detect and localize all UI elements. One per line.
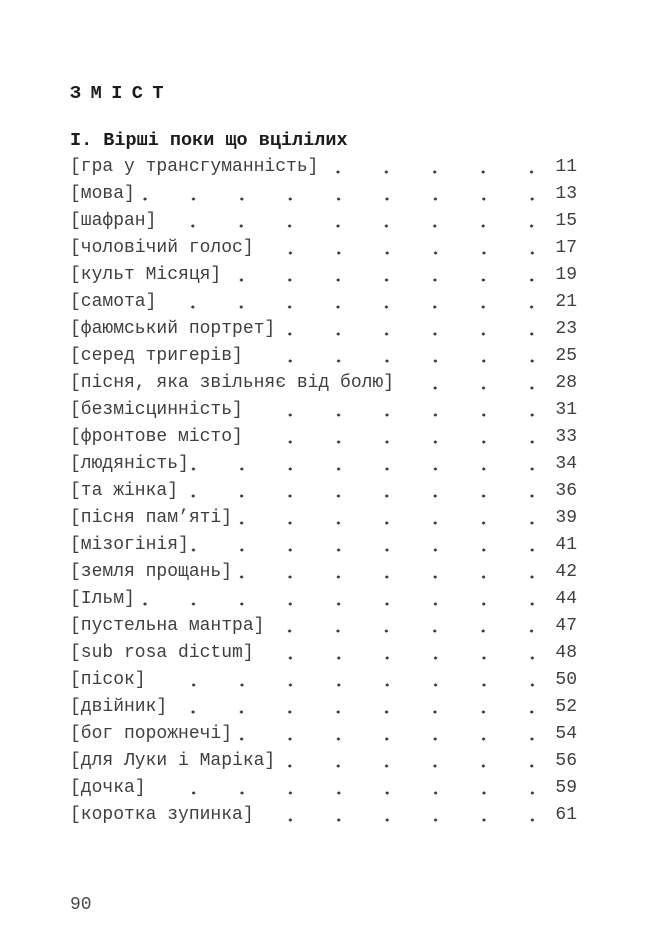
dot-leader [256,802,551,829]
toc-entry [70,343,577,370]
dot-leader [256,235,551,262]
toc-entry [70,505,577,532]
toc-entry [70,235,577,262]
dot-leader [245,424,551,451]
toc-entry-page: 39 [555,508,577,528]
toc-entry-page: 42 [555,562,577,582]
toc-entry-page: 19 [555,265,577,285]
toc-entry-title: [самота] [70,292,157,312]
toc-entry-page: 54 [555,724,577,744]
toc-entry-page: 34 [555,454,577,474]
toc-entry-title: [земля прощань] [70,562,233,582]
toc-entry-page: 61 [555,805,577,825]
page-title: ЗМІСТ [70,83,174,104]
toc-entry [70,613,577,640]
toc-entry [70,262,577,289]
dot-leader [180,478,551,505]
toc-entry-page: 33 [555,427,577,447]
toc-entry [70,802,577,829]
toc-entry-page: 48 [555,643,577,663]
toc-entry-page: 41 [555,535,577,555]
toc-entry-page: 56 [555,751,577,771]
toc-entry-title: [культ Місяця] [70,265,222,285]
toc-entry [70,559,577,586]
toc-entry-title: [людяність] [70,454,189,474]
toc-entry-page: 31 [555,400,577,420]
toc-entry [70,424,577,451]
toc-entry [70,775,577,802]
toc-entry [70,451,577,478]
toc-entry-page: 28 [555,373,577,393]
dot-leader [137,586,551,613]
toc-entry [70,640,577,667]
dot-leader [266,613,551,640]
toc-entry [70,397,577,424]
toc-entry-title: [коротка зупинка] [70,805,254,825]
toc-entry [70,586,577,613]
toc-entry-page: 47 [555,616,577,636]
toc-entry-title: [мова] [70,184,135,204]
toc-entry-page: 52 [555,697,577,717]
toc-entry-title: [та жінка] [70,481,179,501]
dot-leader [148,775,551,802]
dot-leader [396,370,551,397]
toc-entry-title: [пісня, яка звільняє від болю] [70,373,395,393]
dot-leader [320,154,551,181]
dot-leader [191,451,551,478]
dot-leader [277,316,551,343]
toc-entry-page: 50 [555,670,577,690]
toc-entry-title: [фронтове місто] [70,427,243,447]
dot-leader [277,748,551,775]
toc-entry-page: 44 [555,589,577,609]
toc-entry-title: [гра у трансгуманність] [70,157,319,177]
toc-content [70,0,577,829]
toc-entry-title: [бог порожнечі] [70,724,233,744]
dot-leader [245,343,551,370]
toc-entry-title: [чоловічий голос] [70,238,254,258]
toc-entry-page: 36 [555,481,577,501]
toc-entry [70,154,577,181]
dot-leader [234,721,551,748]
toc-entry-title: [фаюмський портрет] [70,319,276,339]
dot-leader [158,208,551,235]
footer-page-number: 90 [70,895,92,915]
toc-entry-page: 59 [555,778,577,798]
toc-entry-title: [пустельна мантра] [70,616,265,636]
toc-entry-title: [для Луки і Маріка] [70,751,276,771]
toc-entry-title: [пісок] [70,670,146,690]
toc-entry [70,721,577,748]
dot-leader [137,181,551,208]
toc-entry [70,208,577,235]
dot-leader [256,640,551,667]
toc-entry [70,478,577,505]
dot-leader [158,289,551,316]
toc-entry-title: [безмісцинність] [70,400,243,420]
toc-entry-title: [sub rosa dictum] [70,643,254,663]
toc-entry-page: 17 [555,238,577,258]
toc-entry [70,748,577,775]
toc-entry-page: 13 [555,184,577,204]
dot-leader [148,667,551,694]
dot-leader [234,505,551,532]
toc-entry-page: 25 [555,346,577,366]
toc-entry [70,694,577,721]
toc-entry [70,370,577,397]
dot-leader [191,532,551,559]
toc-entry-page: 15 [555,211,577,231]
toc-entry-title: [серед тригерів] [70,346,243,366]
toc-entry [70,181,577,208]
dot-leader [245,397,551,424]
toc-entry-page: 21 [555,292,577,312]
toc-entry-title: [шафран] [70,211,157,231]
toc-entry-title: [мізогінія] [70,535,189,555]
toc-entry [70,532,577,559]
toc-entry [70,316,577,343]
toc-entry-title: [Ільм] [70,589,135,609]
toc-entry-page: 23 [555,319,577,339]
toc-entry-title: [пісня пам’яті] [70,508,233,528]
toc-entry [70,289,577,316]
section-heading: І. Вірші поки що вцілілих [70,130,348,151]
dot-leader [169,694,551,721]
toc-entry-title: [двійник] [70,697,168,717]
toc-entry-page: 11 [555,157,577,177]
dot-leader [234,559,551,586]
dot-leader [223,262,551,289]
toc-entry [70,667,577,694]
toc-entry-title: [дочка] [70,778,146,798]
toc-list [70,154,577,829]
